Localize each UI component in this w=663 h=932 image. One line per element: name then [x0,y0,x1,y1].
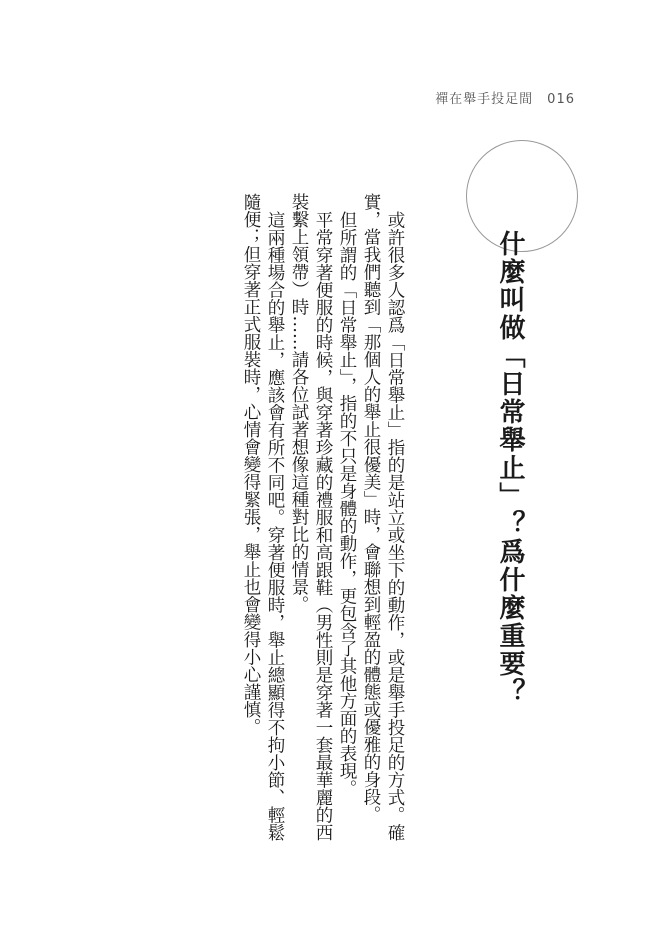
running-title: 禪在舉手投足間 [435,92,534,107]
section-title: 什麼叫做「日常舉止」？爲什麼重要？ [495,230,525,706]
page-number: 016 [547,92,575,107]
body-text [107,193,407,843]
paragraph-1: 或許很多人認爲「日常舉止」指的是站立或坐下的動作，或是舉手投足的方式。確實，當我們聽到「那個人的舉止很優美」時，會聯想到輕盈的體態或優雅的身段。 [361,193,405,842]
running-header [435,88,575,107]
paragraph-3: 平常穿著便服的時候，與穿著珍藏的禮服和高跟鞋（男性則是穿著一套最華麗的西裝繫上領帶）時……請各位試著想像這種對比的情景。 [289,193,333,842]
paragraph-2: 但所謂的「日常舉止」，指的不只是身體的動作，更包含了其他方面的表現。 [337,211,357,798]
paragraph-4: 這兩種場合的舉止，應該會有所不同吧。穿著便服時，舉止總顯得不拘小節、輕鬆隨便；但穿著正式服裝時，心情會變得緊張，舉止也會變得小心謹慎。 [241,193,285,842]
